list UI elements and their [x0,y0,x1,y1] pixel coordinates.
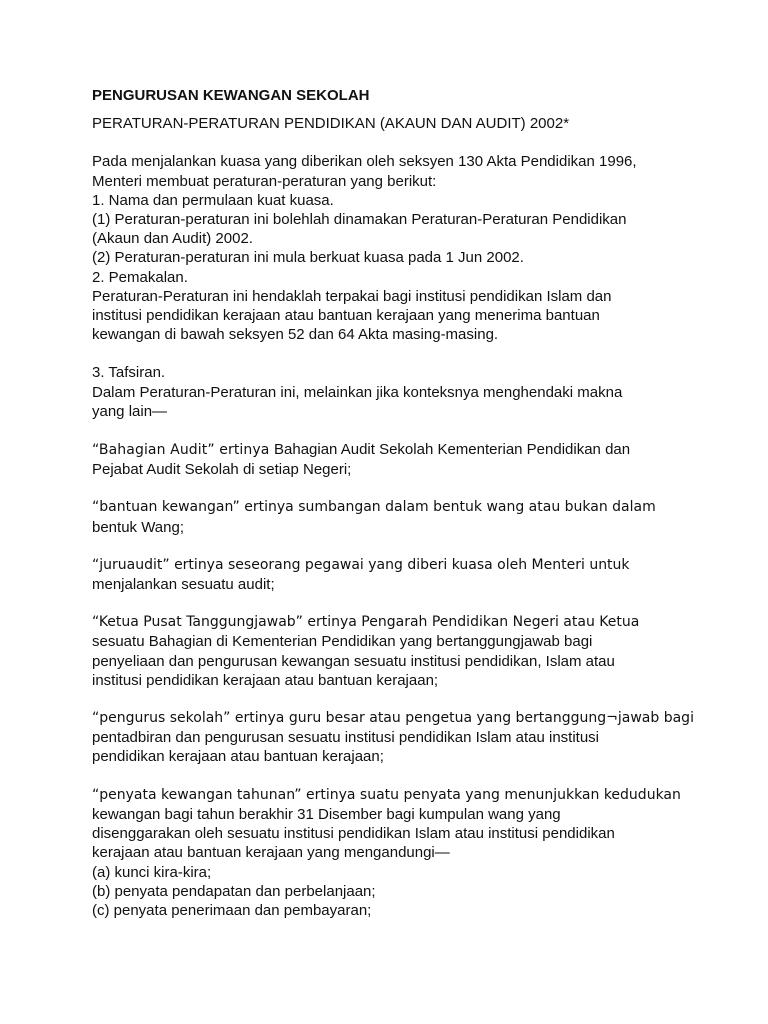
preamble-block [92,152,692,344]
document-subheading: PERATURAN-PERATURAN PENDIDIKAN (AKAUN DAN AUDIT) 2002* [92,115,570,133]
section-heading: 1. Nama dan permulaan kuat kuasa. [92,191,334,209]
definition-text: Bahagian Audit Sekolah Kementerian Pendidikan dan [274,441,631,459]
definition-line: institusi pendidikan kerajaan atau bantuan kerajaan; [92,671,439,689]
list-item: (c) penyata penerimaan dan pembayaran; [92,901,372,919]
definition-line: sesuatu Bahagian di Kementerian Pendidikan yang bertanggungjawab bagi [92,633,593,651]
section-line: yang lain— [92,402,168,420]
section-line: Dalam Peraturan-Peraturan ini, melainkan jika konteksnya menghendaki makna [92,383,623,401]
list-item: (a) kunci kira-kira; [92,863,212,881]
definition-line: Pejabat Audit Sekolah di setiap Negeri; [92,461,352,479]
definition-line: kewangan bagi tahun berakhir 31 Disember bagi kumpulan wang yang [92,805,561,823]
preamble-line: (Akaun dan Audit) 2002. [92,230,253,248]
section-heading: 3. Tafsiran. [92,364,166,382]
preamble-line: (1) Peraturan-peraturan ini bolehlah dinamakan Peraturan-Peraturan Pendidikan [92,211,627,229]
spacer [92,105,692,114]
spacer [92,690,692,709]
document-heading: PENGURUSAN KEWANGAN SEKOLAH [92,87,370,104]
spacer [92,344,692,363]
spacer [92,537,692,556]
definition-line: menjalankan sesuatu audit; [92,576,275,594]
preamble-line: institusi pendidikan kerajaan atau bantuan kerajaan yang menerima bantuan [92,307,600,325]
definition-term-line: “juruaudit” ertinya seseorang pegawai yang diberi kuasa oleh Menteri untuk [92,556,630,573]
preamble-line: kewangan di bawah seksyen 52 dan 64 Akta masing-masing. [92,326,499,344]
definition-term-line: “Ketua Pusat Tanggungjawab” ertinya Pengarah Pendidikan Negeri atau Ketua [92,614,640,631]
preamble-line: (2) Peraturan-peraturan ini mula berkuat kuasa pada 1 Jun 2002. [92,249,524,267]
section-3-block [92,363,692,421]
definition-line: kerajaan atau bantuan kerajaan yang mengandungi— [92,844,450,862]
section-heading: 2. Pemakalan. [92,268,188,286]
definition-line: pentadbiran dan pengurusan sesuatu institusi pendidikan Islam atau institusi [92,729,599,747]
definition-line: disenggarakan oleh sesuatu institusi pendidikan Islam atau institusi pendidikan [92,825,615,843]
list-item: (b) penyata pendapatan dan perbelanjaan; [92,882,376,900]
definition-term-line: “pengurus sekolah” ertinya guru besar atau pengetua yang bertanggung¬jawab bagi [92,710,694,727]
definition-pengurus-sekolah [92,709,692,767]
spacer [92,421,692,440]
spacer [92,133,692,152]
spacer [92,479,692,498]
document-page [92,86,692,920]
preamble-line: Pada menjalankan kuasa yang diberikan oleh seksyen 130 Akta Pendidikan 1996, [92,153,637,171]
definition-term: “Bahagian Audit” ertinya [92,442,274,459]
definition-line: bentuk Wang; [92,518,184,536]
definition-ketua-pusat-tanggungjawab [92,613,692,690]
definition-penyata-kewangan-tahunan [92,786,692,920]
definition-bahagian-audit [92,440,692,479]
definition-line: pendidikan kerajaan atau bantuan kerajaan; [92,748,384,766]
spacer [92,594,692,613]
preamble-line: Peraturan-Peraturan ini hendaklah terpakai bagi institusi pendidikan Islam dan [92,287,612,305]
definition-term-line: “penyata kewangan tahunan” ertinya suatu penyata yang menunjukkan kedudukan [92,786,681,803]
spacer [92,767,692,786]
definition-term-line: “bantuan kewangan” ertinya sumbangan dalam bentuk wang atau bukan dalam [92,499,656,516]
preamble-line: Menteri membuat peraturan-peraturan yang berikut: [92,172,437,190]
definition-line: penyeliaan dan pengurusan kewangan sesuatu institusi pendidikan, Islam atau [92,652,615,670]
definition-bantuan-kewangan [92,498,692,536]
definition-juruaudit [92,556,692,594]
definition-term-line [92,440,692,460]
